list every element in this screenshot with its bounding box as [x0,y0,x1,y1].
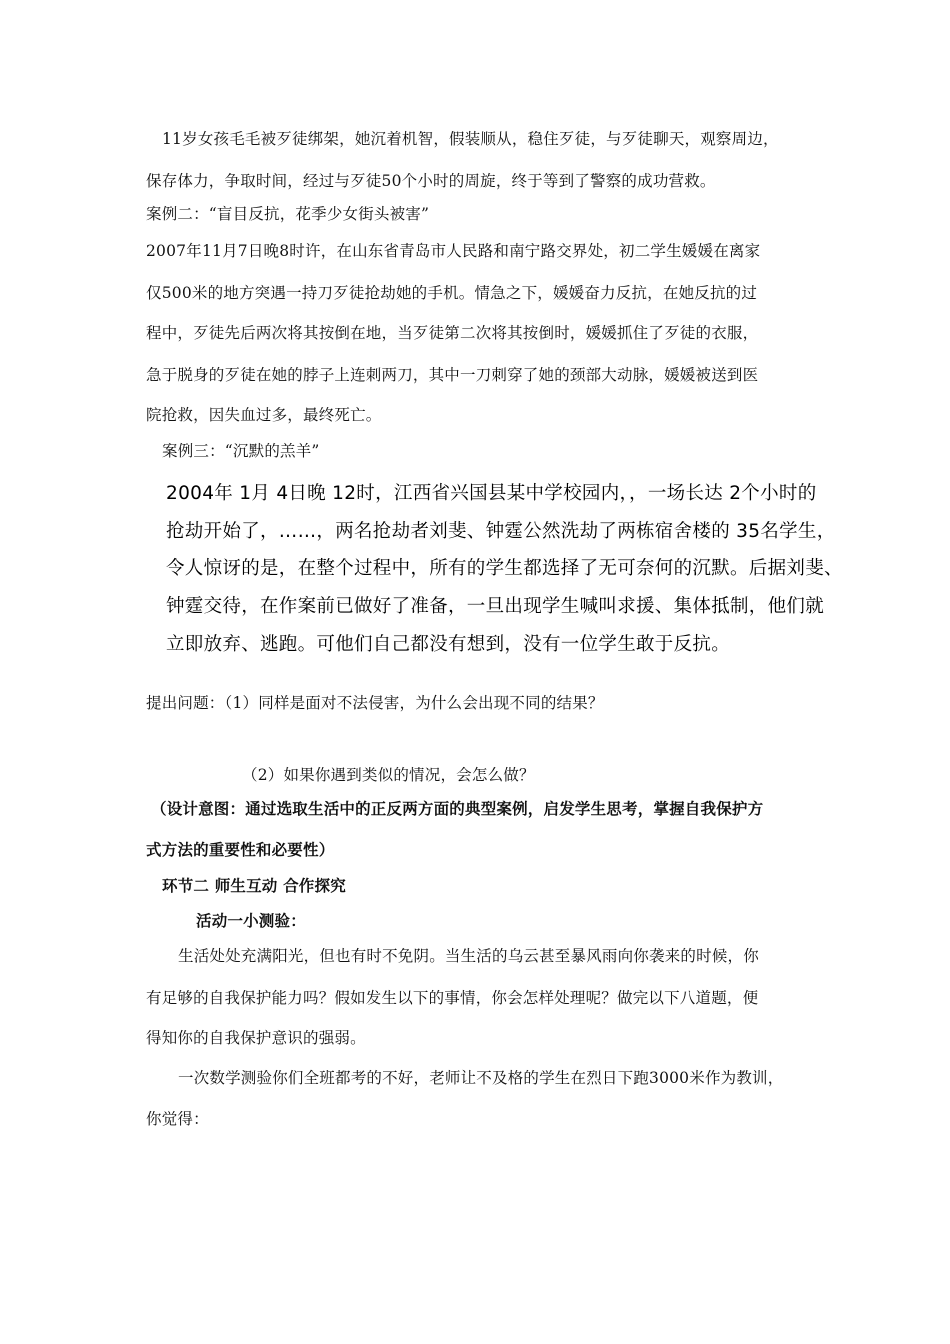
scenario-line-1: 一次数学测验你们全班都考的不好，老师让不及格的学生在烈日下跑3000米作为教训， [178,1069,784,1087]
intro-line-1: 生活处处充满阳光，但也有时不免阴。当生活的乌云甚至暴风雨向你袭来的时候，你 [178,947,759,965]
section2-title: 环节二 师生互动 合作探究 [162,876,346,895]
case2-line-2: 仅500米的地方突遇一持刀歹徒抢劫她的手机。情急之下，媛媛奋力反抗，在她反抗的过 [146,284,758,302]
activity-title: 活动一小测验： [196,911,306,930]
case3-line-2: 抢劫开始了，……，两名抢劫者刘斐、钟霆公然洗劫了两栋宿舍楼的 35名学生， [166,521,836,542]
case2-line-1: 2007年11月7日晚8时许，在山东省青岛市人民路和南宁路交界处，初二学生媛媛在离家 [146,242,761,260]
case1-line-1: 11岁女孩毛毛被歹徒绑架，她沉着机智，假装顺从，稳住歹徒，与歹徒聊天，观察周边， [162,130,779,148]
case2-line-5: 院抢救，因失血过多，最终死亡。 [146,406,382,424]
case2-line-4: 急于脱身的歹徒在她的脖子上连刺两刀，其中一刀刺穿了她的颈部大动脉，媛媛被送到医 [146,366,759,384]
question-1: 提出问题：（1）同样是面对不法侵害，为什么会出现不同的结果？ [146,694,604,712]
scenario-line-2: 你觉得： [146,1110,209,1128]
case3-line-3: 令人惊讶的是，在整个过程中，所有的学生都选择了无可奈何的沉默。后据刘斐、 [166,558,843,579]
case2-line-3: 程中，歹徒先后两次将其按倒在地，当歹徒第二次将其按倒时，媛媛抓住了歹徒的衣服， [146,324,759,342]
case3-title: 案例三：“沉默的羔羊” [162,442,320,460]
case3-line-4: 钟霆交待，在作案前已做好了准备，一旦出现学生喊叫求援、集体抵制，他们就 [166,596,825,617]
intro-line-3: 得知你的自我保护意识的强弱。 [146,1029,366,1047]
intro-line-2: 有足够的自我保护能力吗？假如发生以下的事情，你会怎样处理呢？做完以下八道题，便 [146,989,759,1007]
question-2: （2）如果你遇到类似的情况，会怎么做？ [242,766,535,784]
case3-line-1: 2004年 1月 4日晚 12时，江西省兴国县某中学校园内，，一场长达 2个小时的 [166,483,817,504]
case3-line-5: 立即放弃、逃跑。可他们自己都没有想到，没有一位学生敢于反抗。 [166,634,731,655]
design-intent-line-1: （设计意图：通过选取生活中的正反两方面的典型案例，启发学生思考，掌握自我保护方 [151,799,764,818]
case2-title: 案例二：“盲目反抗，花季少女街头被害” [146,205,430,223]
case1-line-2: 保存体力，争取时间，经过与歹徒50个小时的周旋，终于等到了警察的成功营救。 [146,172,716,190]
design-intent-line-2: 式方法的重要性和必要性） [146,840,335,859]
